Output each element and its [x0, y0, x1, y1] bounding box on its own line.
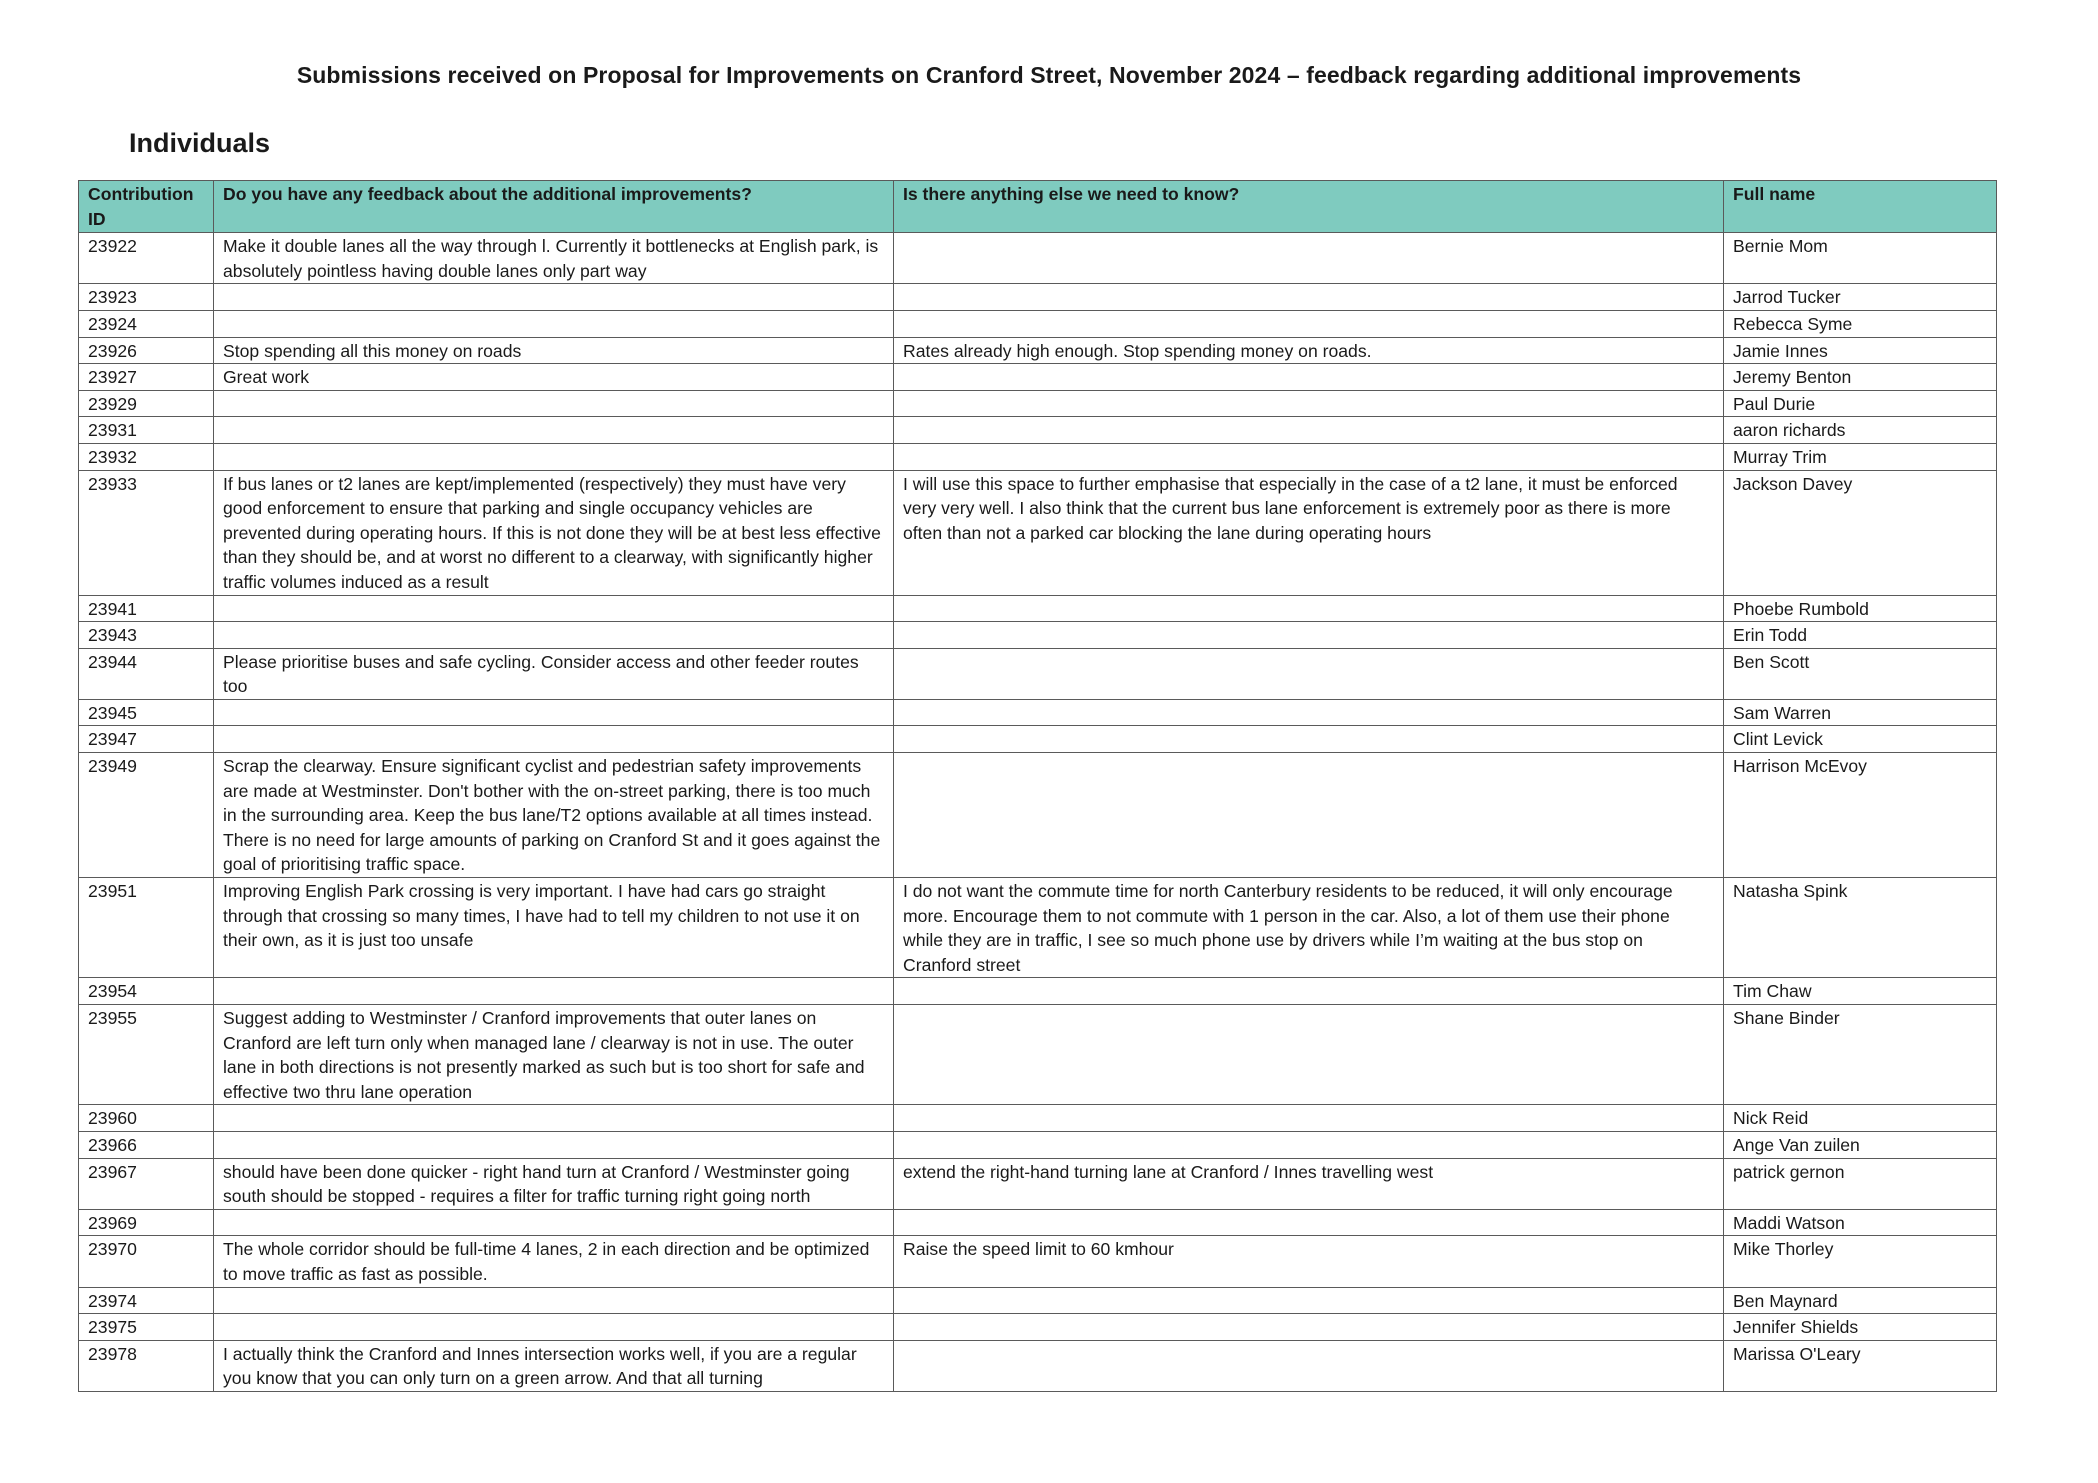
- feedback-cell: [214, 699, 894, 726]
- full-name-cell: Jackson Davey: [1724, 470, 1997, 595]
- table-row: [79, 1158, 1997, 1209]
- full-name-cell: Erin Todd: [1724, 622, 1997, 649]
- table-row: [79, 622, 1997, 649]
- anything-else-cell: [894, 417, 1724, 444]
- contribution-id-cell: 23974: [79, 1287, 214, 1314]
- anything-else-cell: [894, 595, 1724, 622]
- anything-else-cell: [894, 284, 1724, 311]
- anything-else-cell: [894, 978, 1724, 1005]
- feedback-cell: [214, 1209, 894, 1236]
- table-row: [79, 310, 1997, 337]
- section-heading: Individuals: [129, 128, 271, 158]
- table-row: [79, 753, 1997, 878]
- anything-else-cell: [894, 390, 1724, 417]
- anything-else-cell: [894, 622, 1724, 649]
- anything-else-cell: [894, 726, 1724, 753]
- full-name-cell: Mike Thorley: [1724, 1236, 1997, 1287]
- full-name-cell: Nick Reid: [1724, 1105, 1997, 1132]
- feedback-cell: Improving English Park crossing is very important. I have had cars go straight through that crossing so many times, I have had to tell my children to not use it on their own, as it is just too unsafe: [214, 878, 894, 978]
- contribution-id-cell: 23926: [79, 337, 214, 364]
- feedback-cell: If bus lanes or t2 lanes are kept/implemented (respectively) they must have very good enforcement to ensure that parking and single occupancy vehicles are prevented during operating hours. If this is not done they will be at best less effective than they should be, and at worst no different to a clearway, with significantly higher traffic volumes induced as a result: [214, 470, 894, 595]
- contribution-id-cell: 23947: [79, 726, 214, 753]
- anything-else-cell: [894, 1314, 1724, 1341]
- contribution-id-cell: 23945: [79, 699, 214, 726]
- table-header-row: [79, 181, 1997, 233]
- table-row: [79, 233, 1997, 284]
- contribution-id-cell: 23954: [79, 978, 214, 1005]
- table-row: [79, 878, 1997, 978]
- submissions-table: [78, 180, 1997, 1392]
- table-row: [79, 978, 1997, 1005]
- full-name-cell: Paul Durie: [1724, 390, 1997, 417]
- full-name-cell: Phoebe Rumbold: [1724, 595, 1997, 622]
- anything-else-cell: Rates already high enough. Stop spending money on roads.: [894, 337, 1724, 364]
- anything-else-cell: I do not want the commute time for north Canterbury residents to be reduced, it will only encourage more. Encourage them to not commute with 1 person in the car. Also, a lot of them use their phone while they are in traffic, I see so much phone use by drivers while I’m waiting at the bus stop on Cranford street: [894, 878, 1724, 978]
- anything-else-cell: [894, 1105, 1724, 1132]
- full-name-cell: aaron richards: [1724, 417, 1997, 444]
- contribution-id-cell: 23933: [79, 470, 214, 595]
- anything-else-cell: [894, 1287, 1724, 1314]
- table-row: [79, 1236, 1997, 1287]
- contribution-id-cell: 23923: [79, 284, 214, 311]
- full-name-cell: Clint Levick: [1724, 726, 1997, 753]
- feedback-cell: Suggest adding to Westminster / Cranford improvements that outer lanes on Cranford are left turn only when managed lane / clearway is not in use. The outer lane in both directions is not presently marked as such but is too short for safe and effective two thru lane operation: [214, 1005, 894, 1105]
- feedback-cell: Stop spending all this money on roads: [214, 337, 894, 364]
- feedback-cell: [214, 1314, 894, 1341]
- feedback-cell: The whole corridor should be full-time 4 lanes, 2 in each direction and be optimized to move traffic as fast as possible.: [214, 1236, 894, 1287]
- feedback-cell: [214, 1105, 894, 1132]
- feedback-cell: [214, 417, 894, 444]
- anything-else-cell: [894, 364, 1724, 391]
- anything-else-cell: Raise the speed limit to 60 kmhour: [894, 1236, 1724, 1287]
- anything-else-cell: [894, 753, 1724, 878]
- feedback-cell: [214, 443, 894, 470]
- anything-else-cell: [894, 233, 1724, 284]
- contribution-id-cell: 23927: [79, 364, 214, 391]
- contribution-id-cell: 23949: [79, 753, 214, 878]
- full-name-cell: Jamie Innes: [1724, 337, 1997, 364]
- feedback-cell: [214, 595, 894, 622]
- table-row: [79, 337, 1997, 364]
- table-row: [79, 417, 1997, 444]
- table-row: [79, 1105, 1997, 1132]
- table-row: [79, 470, 1997, 595]
- feedback-cell: [214, 1287, 894, 1314]
- anything-else-cell: extend the right-hand turning lane at Cranford / Innes travelling west: [894, 1158, 1724, 1209]
- column-header-full-name: Full name: [1724, 181, 1997, 233]
- full-name-cell: Murray Trim: [1724, 443, 1997, 470]
- table-row: [79, 699, 1997, 726]
- contribution-id-cell: 23941: [79, 595, 214, 622]
- table-header: [79, 181, 1997, 233]
- table-body: [79, 233, 1997, 1392]
- feedback-cell: Make it double lanes all the way through l. Currently it bottlenecks at English park, is absolutely pointless having double lanes only part way: [214, 233, 894, 284]
- feedback-cell: [214, 978, 894, 1005]
- contribution-id-cell: 23932: [79, 443, 214, 470]
- full-name-cell: Jeremy Benton: [1724, 364, 1997, 391]
- table-row: [79, 284, 1997, 311]
- feedback-cell: [214, 390, 894, 417]
- contribution-id-cell: 23951: [79, 878, 214, 978]
- feedback-cell: I actually think the Cranford and Innes intersection works well, if you are a regular you know that you can only turn on a green arrow. And that all turning: [214, 1340, 894, 1391]
- feedback-cell: [214, 622, 894, 649]
- contribution-id-cell: 23969: [79, 1209, 214, 1236]
- table-row: [79, 1287, 1997, 1314]
- table-row: [79, 595, 1997, 622]
- anything-else-cell: I will use this space to further emphasise that especially in the case of a t2 lane, it must be enforced very very well. I also think that the current bus lane enforcement is extremely poor as there is more often than not a parked car blocking the lane during operating hours: [894, 470, 1724, 595]
- contribution-id-cell: 23967: [79, 1158, 214, 1209]
- contribution-id-cell: 23929: [79, 390, 214, 417]
- contribution-id-cell: 23970: [79, 1236, 214, 1287]
- table-row: [79, 1131, 1997, 1158]
- contribution-id-cell: 23924: [79, 310, 214, 337]
- feedback-cell: Scrap the clearway. Ensure significant cyclist and pedestrian safety improvements are made at Westminster. Don't bother with the on-street parking, there is too much in the surrounding area. Keep the bus lane/T2 options available at all times instead. There is no need for large amounts of parking on Cranford St and it goes against the goal of prioritising traffic space.: [214, 753, 894, 878]
- table-row: [79, 443, 1997, 470]
- column-header-feedback: Do you have any feedback about the additional improvements?: [214, 181, 894, 233]
- anything-else-cell: [894, 443, 1724, 470]
- table-row: [79, 648, 1997, 699]
- table-row: [79, 390, 1997, 417]
- full-name-cell: Shane Binder: [1724, 1005, 1997, 1105]
- feedback-cell: [214, 1131, 894, 1158]
- anything-else-cell: [894, 1340, 1724, 1391]
- full-name-cell: Rebecca Syme: [1724, 310, 1997, 337]
- contribution-id-cell: 23978: [79, 1340, 214, 1391]
- table-row: [79, 1340, 1997, 1391]
- anything-else-cell: [894, 310, 1724, 337]
- full-name-cell: Ben Scott: [1724, 648, 1997, 699]
- feedback-cell: should have been done quicker - right hand turn at Cranford / Westminster going south should be stopped - requires a filter for traffic turning right going north: [214, 1158, 894, 1209]
- feedback-cell: [214, 284, 894, 311]
- full-name-cell: Jarrod Tucker: [1724, 284, 1997, 311]
- full-name-cell: patrick gernon: [1724, 1158, 1997, 1209]
- full-name-cell: Marissa O'Leary: [1724, 1340, 1997, 1391]
- contribution-id-cell: 23943: [79, 622, 214, 649]
- contribution-id-cell: 23955: [79, 1005, 214, 1105]
- table-row: [79, 1005, 1997, 1105]
- full-name-cell: Tim Chaw: [1724, 978, 1997, 1005]
- feedback-cell: [214, 310, 894, 337]
- full-name-cell: Natasha Spink: [1724, 878, 1997, 978]
- contribution-id-cell: 23944: [79, 648, 214, 699]
- contribution-id-cell: 23960: [79, 1105, 214, 1132]
- full-name-cell: Maddi Watson: [1724, 1209, 1997, 1236]
- full-name-cell: Harrison McEvoy: [1724, 753, 1997, 878]
- feedback-cell: [214, 726, 894, 753]
- full-name-cell: Jennifer Shields: [1724, 1314, 1997, 1341]
- full-name-cell: Sam Warren: [1724, 699, 1997, 726]
- contribution-id-cell: 23922: [79, 233, 214, 284]
- table-row: [79, 1209, 1997, 1236]
- anything-else-cell: [894, 699, 1724, 726]
- anything-else-cell: [894, 648, 1724, 699]
- full-name-cell: Ben Maynard: [1724, 1287, 1997, 1314]
- document-title: Submissions received on Proposal for Improvements on Cranford Street, November 2024 – feedback regarding additional improvements: [296, 62, 1802, 88]
- table-row: [79, 726, 1997, 753]
- anything-else-cell: [894, 1209, 1724, 1236]
- feedback-cell: Great work: [214, 364, 894, 391]
- feedback-cell: Please prioritise buses and safe cycling. Consider access and other feeder routes too: [214, 648, 894, 699]
- anything-else-cell: [894, 1005, 1724, 1105]
- contribution-id-cell: 23975: [79, 1314, 214, 1341]
- table-row: [79, 1314, 1997, 1341]
- contribution-id-cell: 23966: [79, 1131, 214, 1158]
- full-name-cell: Ange Van zuilen: [1724, 1131, 1997, 1158]
- anything-else-cell: [894, 1131, 1724, 1158]
- full-name-cell: Bernie Mom: [1724, 233, 1997, 284]
- contribution-id-cell: 23931: [79, 417, 214, 444]
- table-row: [79, 364, 1997, 391]
- column-header-anything-else: Is there anything else we need to know?: [894, 181, 1724, 233]
- column-header-contribution-id: Contribution ID: [79, 181, 214, 233]
